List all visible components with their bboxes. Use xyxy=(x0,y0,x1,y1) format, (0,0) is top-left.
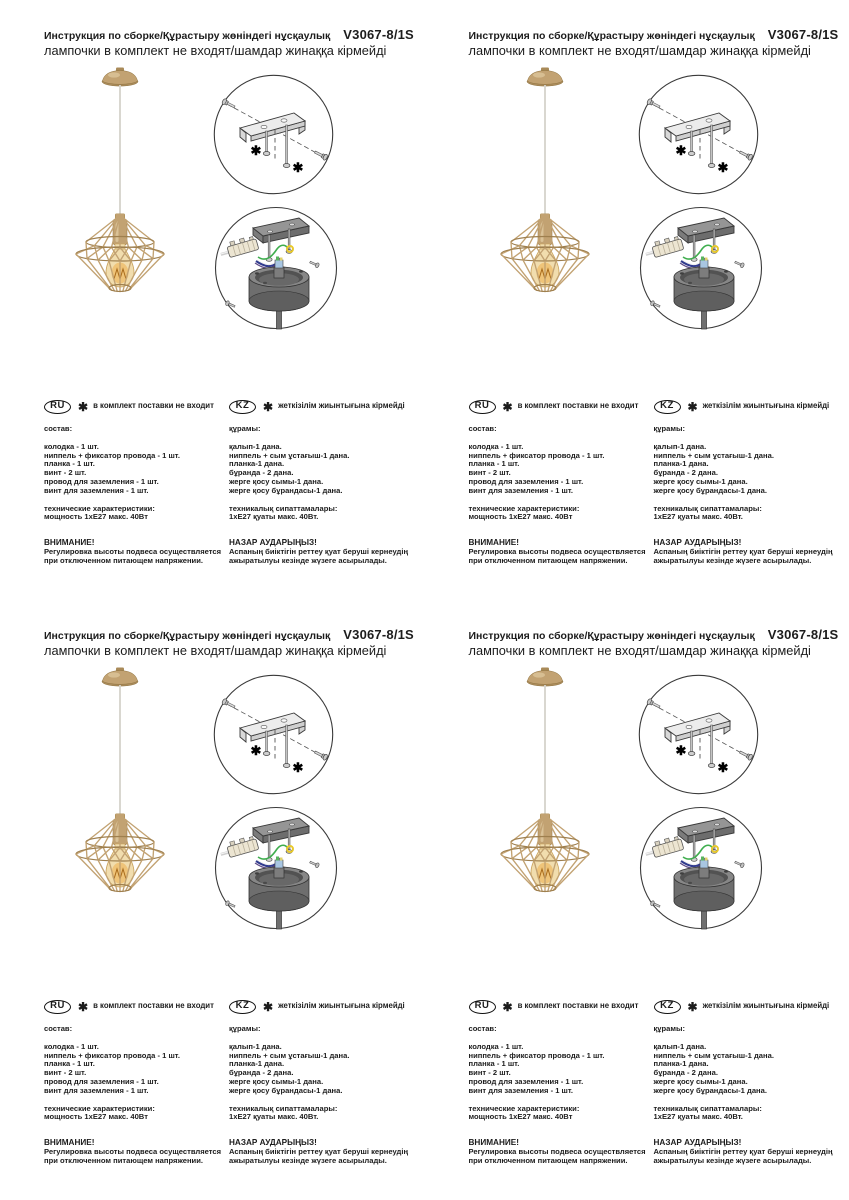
bracket-mounting-diagram xyxy=(212,673,335,796)
ru-specs-title: технические характеристики: xyxy=(468,1103,580,1113)
kz-parts-list xyxy=(229,1043,416,1096)
list-item: ниппель + сым ұстағыш-1 дана. xyxy=(229,450,350,460)
asterisk-mark: ✱ xyxy=(717,760,728,775)
model-number: V3067-8/1S xyxy=(343,27,414,42)
list-item: планка - 1 шт. xyxy=(44,459,95,469)
ru-parts-list xyxy=(469,1043,654,1096)
kz-specs-value: 1хЕ27 қуаты макс. 40Вт. xyxy=(229,1112,319,1122)
kz-warning xyxy=(654,1139,841,1165)
suspension-cord xyxy=(119,85,121,215)
hanging-rod xyxy=(277,311,282,329)
model-number: V3067-8/1S xyxy=(767,627,839,642)
ru-list-title: состав: xyxy=(468,1024,497,1033)
header xyxy=(469,27,841,58)
cord-grip-connector xyxy=(275,260,283,268)
list-item: қалып-1 дана. xyxy=(229,441,282,451)
kz-parts-list xyxy=(654,443,841,496)
list-item: планка-1 дана. xyxy=(229,1059,285,1069)
ru-specs-value: мощность 1хЕ27 макс. 40Вт xyxy=(468,1112,573,1122)
ru-warning-title: ВНИМАНИЕ! xyxy=(468,538,519,548)
kz-not-included-note: жеткізілім жиынтығына кірмейді xyxy=(702,401,830,411)
ru-list-title: состав: xyxy=(44,424,73,433)
list-item: жерге қосу бұрандасы-1 дана. xyxy=(653,1085,767,1095)
model-number: V3067-8/1S xyxy=(767,27,839,42)
kz-not-included-note: жеткізілім жиынтығына кірмейді xyxy=(278,401,405,411)
ru-specs-value: мощность 1хЕ27 макс. 40Вт xyxy=(44,1112,148,1122)
kz-list-title: құрамы: xyxy=(229,424,261,433)
header xyxy=(469,627,841,658)
asterisk-mark: ✱ xyxy=(78,999,89,1014)
hanging-rod xyxy=(701,911,706,929)
bracket-mounting-diagram xyxy=(637,73,760,196)
canopy-wiring-diagram xyxy=(213,205,339,331)
ru-column xyxy=(469,999,654,1166)
kz-not-included-note: жеткізілім жиынтығына кірмейді xyxy=(278,1001,405,1011)
list-item: бұранда - 2 дана. xyxy=(229,1068,294,1078)
title-row xyxy=(469,627,841,642)
parts-info xyxy=(44,999,416,1166)
asterisk-mark: ✱ xyxy=(717,160,728,175)
parts-info xyxy=(469,999,841,1166)
ceiling-canopy xyxy=(102,68,138,87)
pendant-lamp-illustration xyxy=(487,66,603,296)
list-item: винт для заземления - 1 шт. xyxy=(44,1085,149,1095)
ru-warning-text: при отключенном питающем напряжении. xyxy=(468,555,628,565)
asterisk-mark: ✱ xyxy=(675,143,686,158)
kz-specs-value: 1хЕ27 қуаты макс. 40Вт. xyxy=(653,512,743,522)
list-item: бұранда - 2 дана. xyxy=(653,1068,718,1078)
kz-column xyxy=(229,399,416,566)
pendant-lamp-illustration xyxy=(62,666,178,896)
cord-grip-connector xyxy=(700,860,708,868)
ru-warning-text: Регулировка высоты подвеса осуществляется xyxy=(44,1146,222,1156)
list-item: провод для заземления - 1 шт. xyxy=(44,1076,159,1086)
ru-column xyxy=(44,399,229,566)
cord-grip-connector xyxy=(700,260,708,268)
kz-warning-text: ажыратылуы кезінде жүзеге асырылады. xyxy=(229,1155,387,1165)
ru-language-badge: RU xyxy=(469,400,496,414)
bracket-mounting-diagram xyxy=(212,73,335,196)
ru-language-badge: RU xyxy=(44,400,71,414)
ru-warning-text: Регулировка высоты подвеса осуществляется xyxy=(44,546,222,556)
ru-badge-row xyxy=(469,399,654,414)
title-row xyxy=(44,27,416,42)
list-item: провод для заземления - 1 шт. xyxy=(468,1076,584,1086)
list-item: провод для заземления - 1 шт. xyxy=(468,476,584,486)
kz-language-badge: KZ xyxy=(229,1000,256,1014)
list-item: ниппель + фиксатор провода - 1 шт. xyxy=(468,1050,605,1060)
list-item: жерге қосу бұрандасы-1 дана. xyxy=(653,485,767,495)
kz-warning-text: ажыратылуы кезінде жүзеге асырылады. xyxy=(229,555,387,565)
kz-warning-text: Аспаның биіктігін реттеу қуат беруші кернеудің xyxy=(653,1146,833,1156)
list-item: ниппель + сым ұстағыш-1 дана. xyxy=(653,1050,774,1060)
list-item: планка - 1 шт. xyxy=(44,1059,95,1069)
list-item: колодка - 1 шт. xyxy=(468,441,524,451)
parts-info xyxy=(44,399,416,566)
suspension-cord xyxy=(544,685,546,815)
kz-specs xyxy=(229,505,416,523)
list-item: винт - 2 шт. xyxy=(468,1068,511,1078)
kz-warning-text: ажыратылуы кезінде жүзеге асырылады. xyxy=(653,1155,812,1165)
pendant-lamp-illustration xyxy=(62,66,178,296)
ru-list-title: состав: xyxy=(44,1024,73,1033)
asterisk-mark: ✱ xyxy=(502,399,513,414)
asterisk-mark: ✱ xyxy=(687,999,698,1014)
ru-warning xyxy=(44,539,229,565)
kz-specs-title: техникалық сипаттамалары: xyxy=(229,1103,338,1113)
ru-not-included-note: в комплект поставки не входит xyxy=(93,1001,214,1011)
title-row xyxy=(469,27,841,42)
kz-warning xyxy=(229,1139,416,1165)
ru-column xyxy=(44,999,229,1166)
list-item: планка-1 дана. xyxy=(653,1059,709,1069)
ru-parts-list xyxy=(469,443,654,496)
page-title: Инструкция по сборке/Құрастыру жөніндегі нұсқаулық xyxy=(44,30,331,42)
list-item: винт - 2 шт. xyxy=(44,1068,87,1078)
ru-warning-text: Регулировка высоты подвеса осуществляется xyxy=(468,546,646,556)
hanging-rod xyxy=(701,311,706,329)
kz-badge-row xyxy=(654,399,841,414)
ru-badge-row xyxy=(44,399,229,414)
kz-language-badge: KZ xyxy=(229,400,256,414)
kz-badge-row xyxy=(229,399,416,414)
ru-warning xyxy=(44,1139,229,1165)
kz-list-title: құрамы: xyxy=(229,1024,261,1033)
kz-warning-text: Аспаның биіктігін реттеу қуат беруші кернеудің xyxy=(229,1146,409,1156)
parts-info xyxy=(469,399,841,566)
list-item: винт для заземления - 1 шт. xyxy=(468,485,574,495)
page-subtitle: лампочки в комплект не входят/шамдар жинаққа кірмейді xyxy=(468,643,811,658)
header xyxy=(44,27,416,58)
kz-warning-text: Аспаның биіктігін реттеу қуат беруші кернеудің xyxy=(653,546,833,556)
ru-warning-title: ВНИМАНИЕ! xyxy=(44,1138,95,1148)
ru-specs xyxy=(44,505,229,523)
list-item: винт - 2 шт. xyxy=(44,468,87,478)
kz-language-badge: KZ xyxy=(654,1000,681,1014)
kz-specs xyxy=(654,505,841,523)
ru-warning-text: Регулировка высоты подвеса осуществляется xyxy=(468,1146,646,1156)
kz-language-badge: KZ xyxy=(654,400,681,414)
bracket-mounting-diagram xyxy=(637,673,760,796)
ru-badge-row xyxy=(469,999,654,1014)
list-item: планка - 1 шт. xyxy=(468,459,520,469)
asterisk-mark: ✱ xyxy=(675,743,686,758)
list-item: винт для заземления - 1 шт. xyxy=(468,1085,574,1095)
kz-specs xyxy=(654,1105,841,1123)
kz-not-included-note: жеткізілім жиынтығына кірмейді xyxy=(702,1001,830,1011)
kz-specs-value: 1хЕ27 қуаты макс. 40Вт. xyxy=(653,1112,743,1122)
asterisk-mark: ✱ xyxy=(250,743,262,758)
hanging-rod xyxy=(277,911,282,929)
list-item: ниппель + сым ұстағыш-1 дана. xyxy=(229,1050,350,1060)
kz-badge-row xyxy=(654,999,841,1014)
list-item: колодка - 1 шт. xyxy=(44,1041,99,1051)
page-subtitle: лампочки в комплект не входят/шамдар жинаққа кірмейді xyxy=(468,43,811,58)
page-title: Инструкция по сборке/Құрастыру жөніндегі нұсқаулық xyxy=(468,630,755,642)
asterisk-mark: ✱ xyxy=(78,399,89,414)
ru-warning xyxy=(469,539,654,565)
ru-warning-text: при отключенном питающем напряжении. xyxy=(44,555,204,565)
canopy-wiring-diagram xyxy=(213,805,339,931)
ru-language-badge: RU xyxy=(469,1000,496,1014)
model-number: V3067-8/1S xyxy=(343,627,414,642)
ru-specs xyxy=(469,1105,654,1123)
list-item: жерге қосу сымы-1 дана. xyxy=(653,1076,748,1086)
title-row xyxy=(44,627,416,642)
ru-specs-value: мощность 1хЕ27 макс. 40Вт xyxy=(468,512,573,522)
ru-warning xyxy=(469,1139,654,1165)
list-item: планка - 1 шт. xyxy=(468,1059,520,1069)
kz-warning xyxy=(229,539,416,565)
list-item: қалып-1 дана. xyxy=(229,1041,282,1051)
kz-badge-row xyxy=(229,999,416,1014)
instruction-panel xyxy=(0,0,425,600)
list-item: винт - 2 шт. xyxy=(468,468,511,478)
page-subtitle: лампочки в комплект не входят/шамдар жинаққа кірмейді xyxy=(44,43,387,58)
ru-warning-title: ВНИМАНИЕ! xyxy=(468,1138,519,1148)
list-item: колодка - 1 шт. xyxy=(44,441,99,451)
list-item: ниппель + фиксатор провода - 1 шт. xyxy=(44,1050,180,1060)
ru-list-title: состав: xyxy=(468,424,497,433)
ru-language-badge: RU xyxy=(44,1000,71,1014)
kz-column xyxy=(654,999,841,1166)
list-item: ниппель + фиксатор провода - 1 шт. xyxy=(44,450,180,460)
list-item: планка-1 дана. xyxy=(229,459,285,469)
instruction-panel xyxy=(0,600,425,1200)
ru-specs xyxy=(469,505,654,523)
asterisk-mark: ✱ xyxy=(263,399,274,414)
suspension-cord xyxy=(119,685,121,815)
instruction-panel xyxy=(425,600,849,1200)
list-item: колодка - 1 шт. xyxy=(468,1041,524,1051)
list-item: жерге қосу бұрандасы-1 дана. xyxy=(229,1085,343,1095)
kz-warning-title: НАЗАР АУДАРЫҢЫЗ! xyxy=(229,538,317,548)
kz-warning xyxy=(654,539,841,565)
list-item: планка-1 дана. xyxy=(653,459,709,469)
kz-warning-text: ажыратылуы кезінде жүзеге асырылады. xyxy=(653,555,812,565)
list-item: қалып-1 дана. xyxy=(653,441,707,451)
kz-warning-title: НАЗАР АУДАРЫҢЫЗ! xyxy=(653,1138,742,1148)
page-subtitle: лампочки в комплект не входят/шамдар жинаққа кірмейді xyxy=(44,643,387,658)
ru-specs-title: технические характеристики: xyxy=(44,1103,155,1113)
ru-parts-list xyxy=(44,443,229,496)
list-item: жерге қосу сымы-1 дана. xyxy=(653,476,748,486)
kz-parts-list xyxy=(229,443,416,496)
ru-warning-title: ВНИМАНИЕ! xyxy=(44,538,95,548)
ru-specs-value: мощность 1хЕ27 макс. 40Вт xyxy=(44,512,148,522)
ru-warning-text: при отключенном питающем напряжении. xyxy=(468,1155,628,1165)
ru-specs-title: технические характеристики: xyxy=(468,503,580,513)
kz-list-title: құрамы: xyxy=(653,424,686,433)
list-item: винт для заземления - 1 шт. xyxy=(44,485,149,495)
canopy-wiring-diagram xyxy=(638,805,764,931)
kz-specs xyxy=(229,1105,416,1123)
list-item: бұранда - 2 дана. xyxy=(229,468,294,478)
list-item: жерге қосу бұрандасы-1 дана. xyxy=(229,485,343,495)
asterisk-mark: ✱ xyxy=(502,999,513,1014)
ru-parts-list xyxy=(44,1043,229,1096)
list-item: ниппель + фиксатор провода - 1 шт. xyxy=(468,450,605,460)
ru-not-included-note: в комплект поставки не входит xyxy=(93,401,214,411)
page-title: Инструкция по сборке/Құрастыру жөніндегі нұсқаулық xyxy=(468,30,755,42)
ru-badge-row xyxy=(44,999,229,1014)
kz-warning-title: НАЗАР АУДАРЫҢЫЗ! xyxy=(653,538,742,548)
instruction-panel xyxy=(425,0,849,600)
ru-specs xyxy=(44,1105,229,1123)
ceiling-canopy xyxy=(527,68,563,87)
ru-specs-title: технические характеристики: xyxy=(44,503,155,513)
asterisk-mark: ✱ xyxy=(292,160,304,175)
kz-specs-value: 1хЕ27 қуаты макс. 40Вт. xyxy=(229,512,319,522)
ru-warning-text: при отключенном питающем напряжении. xyxy=(44,1155,204,1165)
header xyxy=(44,627,416,658)
pendant-lamp-illustration xyxy=(487,666,603,896)
kz-parts-list xyxy=(654,1043,841,1096)
kz-specs-title: техникалық сипаттамалары: xyxy=(653,1103,762,1113)
list-item: жерге қосу сымы-1 дана. xyxy=(229,476,324,486)
list-item: провод для заземления - 1 шт. xyxy=(44,476,159,486)
kz-list-title: құрамы: xyxy=(653,1024,686,1033)
asterisk-mark: ✱ xyxy=(250,143,262,158)
ru-not-included-note: в комплект поставки не входит xyxy=(517,1001,639,1011)
ru-column xyxy=(469,399,654,566)
cord-grip-connector xyxy=(275,860,283,868)
ceiling-canopy xyxy=(527,668,563,687)
asterisk-mark: ✱ xyxy=(292,760,304,775)
canopy-wiring-diagram xyxy=(638,205,764,331)
list-item: жерге қосу сымы-1 дана. xyxy=(229,1076,324,1086)
suspension-cord xyxy=(544,85,546,215)
ceiling-canopy xyxy=(102,668,138,687)
kz-warning-text: Аспаның биіктігін реттеу қуат беруші кернеудің xyxy=(229,546,409,556)
kz-warning-title: НАЗАР АУДАРЫҢЫЗ! xyxy=(229,1138,317,1148)
asterisk-mark: ✱ xyxy=(263,999,274,1014)
list-item: ниппель + сым ұстағыш-1 дана. xyxy=(653,450,774,460)
kz-specs-title: техникалық сипаттамалары: xyxy=(229,503,338,513)
ru-not-included-note: в комплект поставки не входит xyxy=(517,401,639,411)
kz-column xyxy=(654,399,841,566)
kz-specs-title: техникалық сипаттамалары: xyxy=(653,503,762,513)
page-title: Инструкция по сборке/Құрастыру жөніндегі нұсқаулық xyxy=(44,630,331,642)
asterisk-mark: ✱ xyxy=(687,399,698,414)
list-item: бұранда - 2 дана. xyxy=(653,468,718,478)
kz-column xyxy=(229,999,416,1166)
list-item: қалып-1 дана. xyxy=(653,1041,707,1051)
